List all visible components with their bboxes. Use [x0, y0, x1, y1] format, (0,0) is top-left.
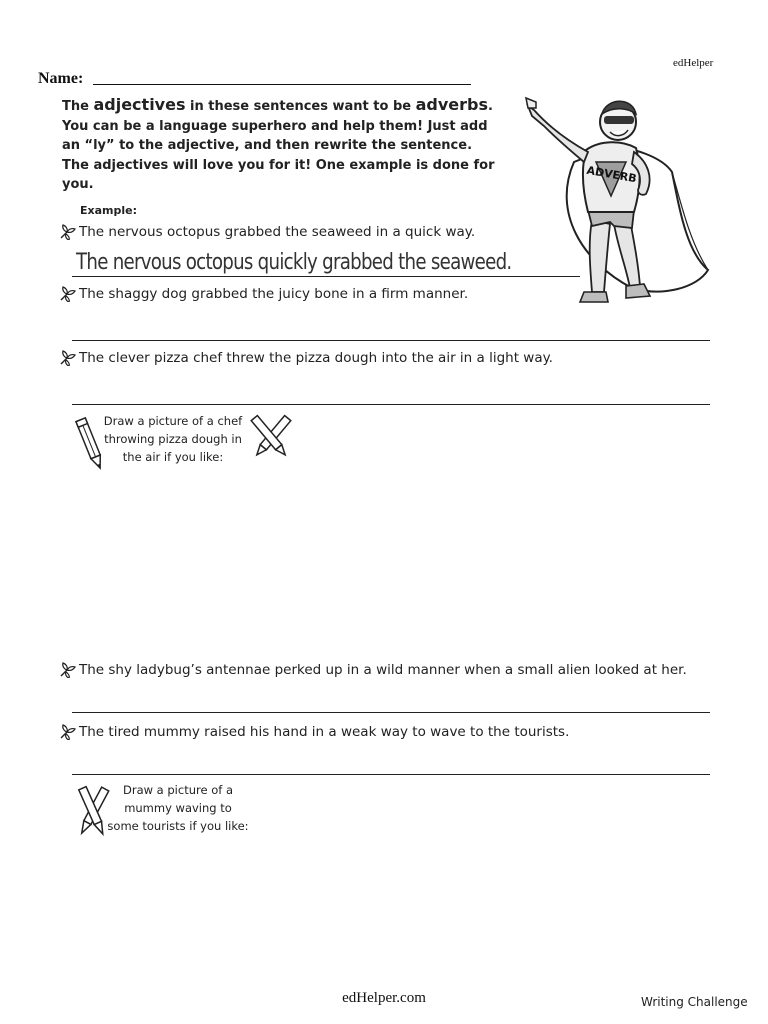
instructions-part-2: in these sentences want to be [185, 99, 416, 114]
sentence-2 [58, 286, 468, 302]
draw-note-2-line-2: mummy waving to [124, 801, 232, 815]
sentence-5-text: The tired mummy raised his hand in a weak way to wave to the tourists. [79, 724, 570, 740]
answer-line-3[interactable] [72, 404, 710, 405]
sentence-1 [58, 224, 475, 240]
sentence-4 [58, 662, 687, 678]
sentence-3-text: The clever pizza chef threw the pizza dough into the air in a light way. [79, 350, 553, 366]
leaf-bullet-icon [58, 286, 76, 302]
hero-emblem-text: ADVERB [585, 163, 638, 186]
leaf-bullet-icon [58, 724, 76, 740]
sentence-1-text: The nervous octopus grabbed the seaweed in a quick way. [79, 224, 476, 240]
sentence-5 [58, 724, 569, 740]
answer-line-5[interactable] [72, 774, 710, 775]
adverb-superhero-illustration [522, 92, 714, 308]
name-label: Name: [38, 70, 84, 87]
name-input-line[interactable] [93, 84, 471, 85]
draw-note-1-line-3: the air if you like: [122, 450, 224, 464]
sentence-4-text: The shy ladybug’s antennae perked up in a wild manner when a small alien looked at her. [79, 662, 687, 678]
draw-note-1-line-2: throwing pizza dough in [104, 432, 242, 446]
footer-title: Writing Challenge [641, 995, 748, 1009]
draw-note-2 [104, 781, 252, 835]
answer-line-2[interactable] [72, 340, 710, 341]
leaf-bullet-icon [58, 350, 76, 366]
leaf-bullet-icon [58, 224, 76, 240]
draw-note-1 [98, 412, 248, 466]
draw-note-1-line-1: Draw a picture of a chef [103, 414, 243, 428]
instructions-part-1: The [62, 99, 94, 114]
crossed-pencils-icon [240, 414, 302, 462]
instructions-word-adverbs: adverbs [415, 95, 488, 114]
example-answer: The nervous octopus quickly grabbed the seaweed. [76, 250, 512, 275]
header-brand: edHelper [673, 57, 714, 69]
sentence-3 [58, 350, 553, 366]
draw-note-2-line-3: some tourists if you like: [107, 819, 249, 833]
instructions-word-adjectives: adjectives [93, 95, 186, 114]
example-answer-line [72, 276, 580, 277]
instructions [62, 95, 502, 195]
footer-site: edHelper.com [342, 990, 426, 1006]
sentence-2-text: The shaggy dog grabbed the juicy bone in a firm manner. [79, 286, 469, 302]
drawing-area-1[interactable] [96, 480, 696, 640]
drawing-area-2[interactable] [96, 850, 696, 980]
answer-line-4[interactable] [72, 712, 710, 713]
example-label: Example: [80, 204, 137, 217]
leaf-bullet-icon [58, 662, 76, 678]
instructions-part-3: . You can be a language superhero and help them! Just add an “ly” to the adjective, and then rewrite the sentence. The adjectives will love you for it! One example is done for you. [62, 99, 495, 192]
draw-note-2-line-1: Draw a picture of a [122, 783, 233, 797]
